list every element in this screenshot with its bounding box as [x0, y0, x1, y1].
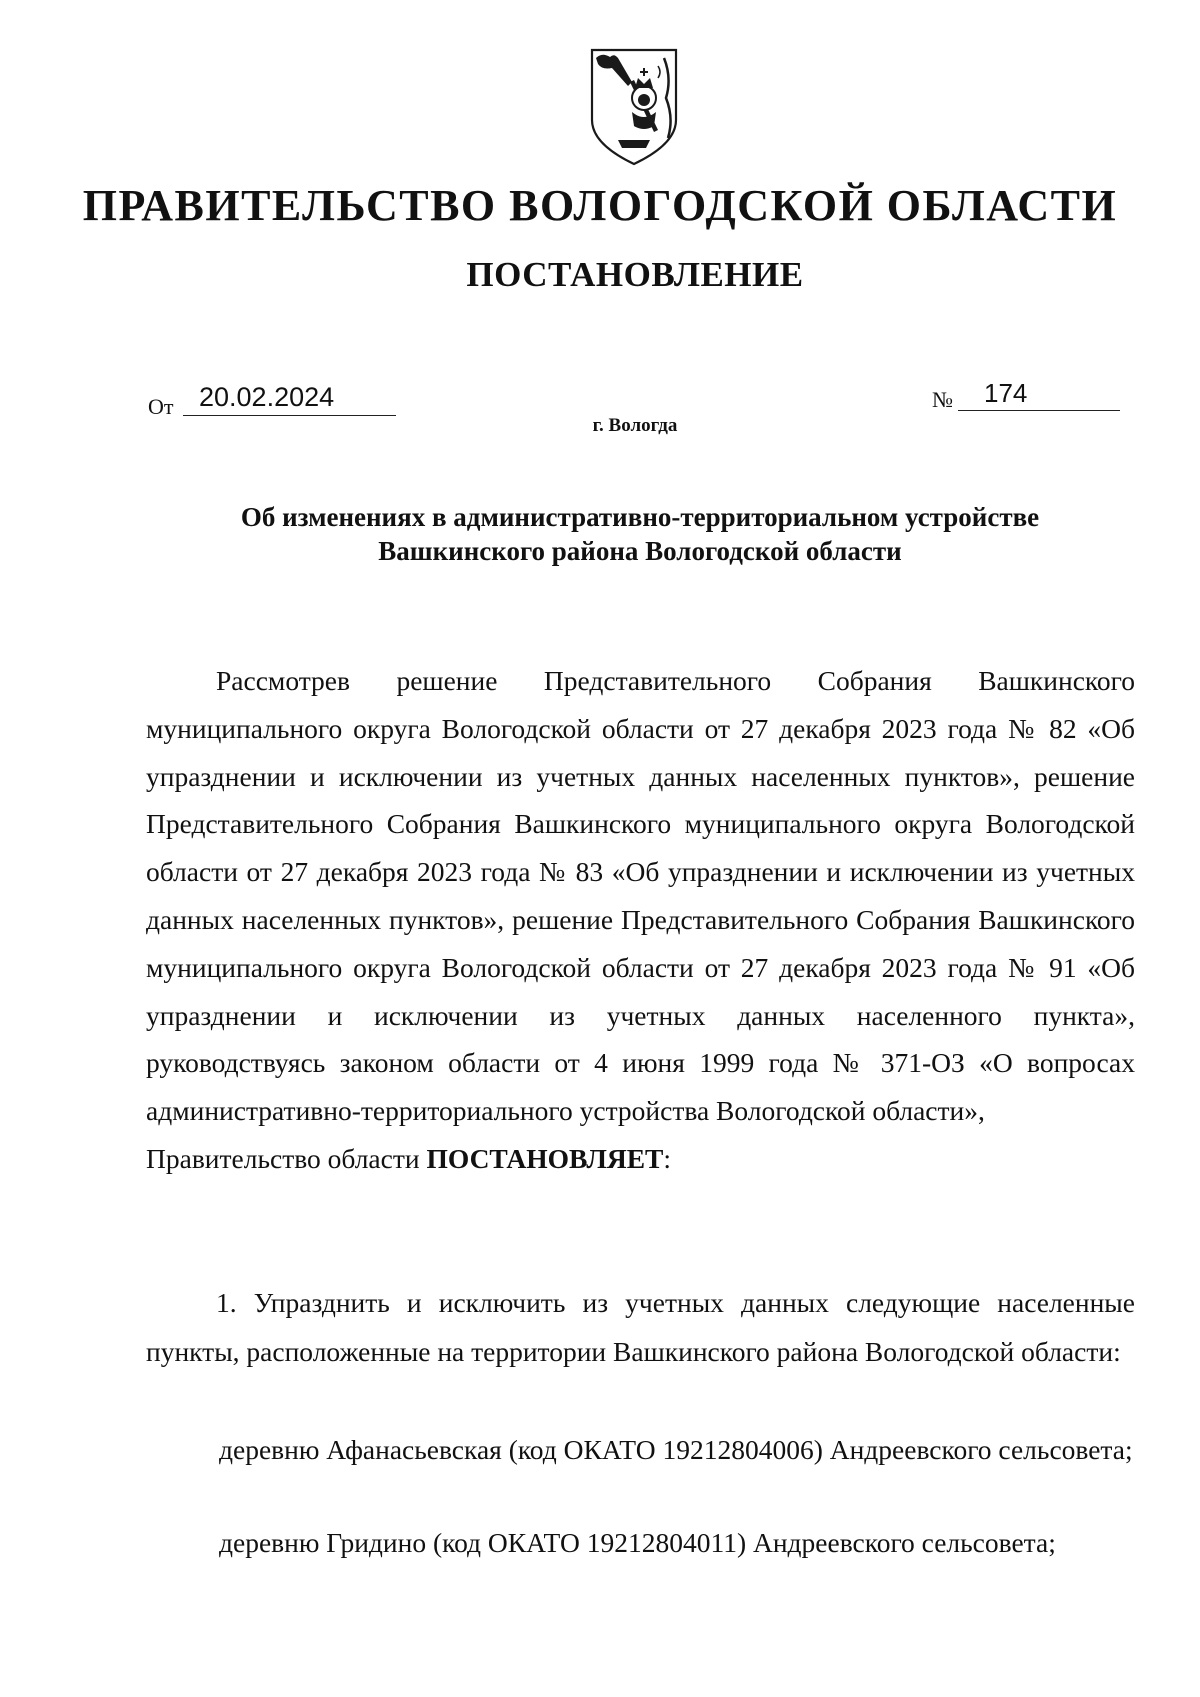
- village-1-text: деревню Афанасьевская (код ОКАТО 19212804006) Андреевского сельсовета;: [219, 1434, 1133, 1465]
- number-prefix: №: [932, 387, 953, 412]
- resolves-prefix: Правительство области: [146, 1142, 427, 1174]
- village-2-paragraph: [146, 1519, 1135, 1567]
- item-1-paragraph: [146, 1278, 1135, 1376]
- subject-line-2: Вашкинского района Вологодской области: [378, 536, 902, 566]
- organization-title: ПРАВИТЕЛЬСТВО ВОЛОГОДСКОЙ ОБЛАСТИ: [82, 181, 1118, 230]
- resolves-word: ПОСТАНОВЛЯЕТ: [426, 1142, 664, 1174]
- preamble-paragraph: [146, 657, 1135, 1183]
- preamble-text: Рассмотрев решение Представительного Собрания Вашкинского муниципального округа Вологодской области от 27 декабря 2023 года № 82 «Об упразднении и исключении из учетных данных населенных пунктов», решение Представительного Собрания Вашкинского муниципального округа Вологодской области от 27 декабря 2023 года № 83 «Об упразднении и исключении из учетных данных населенных пунктов», решение Представительного Собрания Вашкинского муниципального округа Вологодской области от 27 декабря 2023 года № 91 «Об упразднении и исключении из учетных данных населенного пункта», руководствуясь законом области от 4 июня 1999 года № 371-ОЗ «О вопросах административно-территориального устройства Вологодской области»,: [146, 665, 1135, 1127]
- subject-line-1: Об изменениях в административно-территориальном устройстве: [240, 502, 1040, 532]
- resolves-suffix: :: [663, 1142, 672, 1174]
- document-type: ПОСТАНОВЛЕНИЕ: [466, 255, 804, 294]
- village-2-text: деревню Гридино (код ОКАТО 19212804011) Андреевского сельсовета;: [219, 1527, 1056, 1558]
- item-1-text: 1. Упразднить и исключить из учетных данных следующие населенные пункты, расположенные на территории Вашкинского района Вологодской области:: [146, 1287, 1135, 1367]
- document-date: 20.02.2024: [183, 382, 396, 416]
- village-1-paragraph: [146, 1424, 1135, 1476]
- document-number: 174: [958, 378, 1120, 411]
- coat-of-arms-icon: [588, 48, 680, 166]
- date-prefix: От: [148, 394, 174, 419]
- document-subject: [140, 500, 1140, 568]
- document-city: г. Вологда: [592, 415, 678, 436]
- resolves-line: [146, 1135, 1135, 1183]
